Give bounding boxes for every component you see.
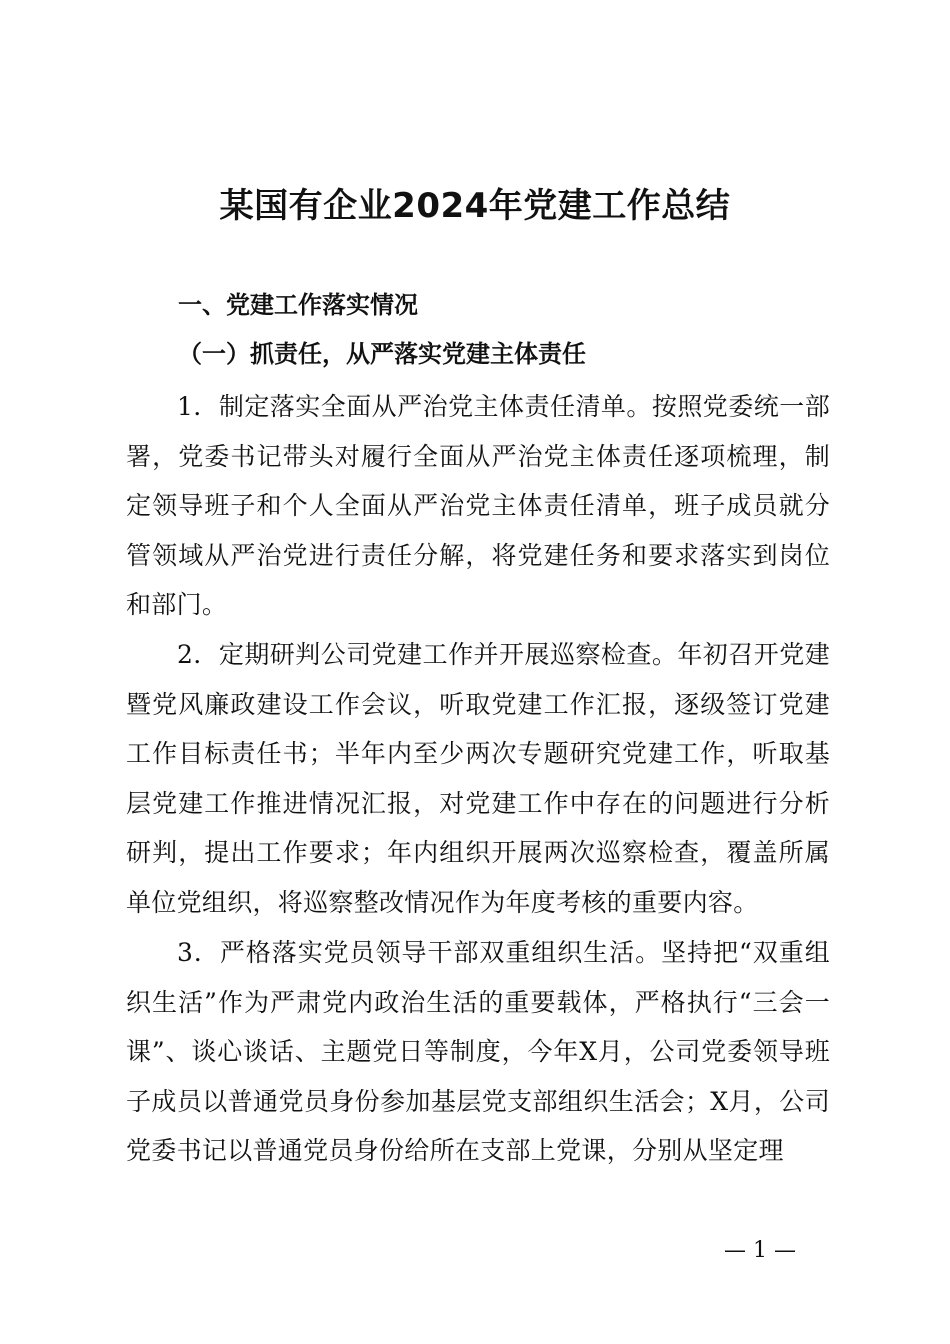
paragraph-1: 1．制定落实全面从严治党主体责任清单。按照党委统一部署，党委书记带头对履行全面从严治党主体责任逐项梳理，制定领导班子和个人全面从严治党主体责任清单，班子成员就分管领域从严治党进行责任分解，将党建任务和要求落实到岗位和部门。: [126, 392, 830, 620]
paragraph-2: 2．定期研判公司党建工作并开展巡察检查。年初召开党建暨党风廉政建设工作会议，听取党建工作汇报，逐级签订党建工作目标责任书；半年内至少两次专题研究党建工作，听取基层党建工作推进情况汇报，对党建工作中存在的问题进行分析研判，提出工作要求；年内组织开展两次巡察检查，覆盖所属单位党组织，将巡察整改情况作为年度考核的重要内容。: [126, 640, 830, 917]
page-number: — 1 —: [724, 1238, 796, 1263]
paragraph-3: 3．严格落实党员领导干部双重组织生活。坚持把“双重组织生活”作为严肃党内政治生活的重要载体，严格执行“三会一课”、谈心谈话、主题党日等制度，今年X月，公司党委领导班子成员以普通党员身份参加基层党支部组织生活会；X月，公司党委书记以普通党员身份给所在支部上党课，分别从坚定理: [126, 938, 830, 1166]
section-heading: 一、党建工作落实情况: [178, 291, 418, 319]
subsection-heading: （一）抓责任，从严落实党建主体责任: [178, 340, 586, 368]
document-title: 某国有企业2024年党建工作总结: [219, 186, 731, 226]
